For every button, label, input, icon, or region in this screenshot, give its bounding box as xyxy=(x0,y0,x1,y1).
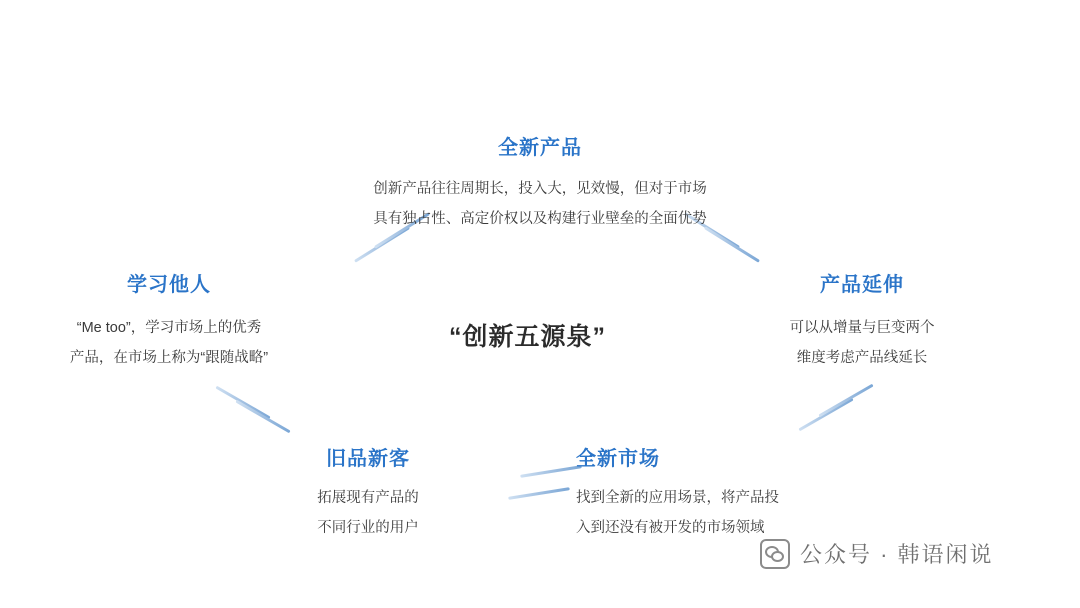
node-learn-others-line-1: “Me too”，学习市场上的优秀 xyxy=(76,320,262,336)
node-product-extension-line-2: 维度考虑产品线延长 xyxy=(796,350,928,366)
wechat-icon xyxy=(760,539,790,569)
node-new-market-title: 全新市场 xyxy=(576,448,660,470)
node-new-product-body xyxy=(348,174,732,234)
node-product-extension-body xyxy=(757,313,967,373)
node-old-product-new-customer-line-1: 拓展现有产品的 xyxy=(317,490,419,506)
node-new-market-body xyxy=(576,483,876,543)
node-old-product-new-customer-line-2: 不同行业的用户 xyxy=(317,520,419,536)
watermark xyxy=(760,538,994,569)
watermark-text: 公众号 · 韩语闲说 xyxy=(800,542,994,567)
node-product-extension-line-1: 可以从增量与巨变两个 xyxy=(789,320,935,336)
node-product-extension xyxy=(757,268,967,373)
node-new-market-line-2: 入到还没有被开发的市场领域 xyxy=(576,520,765,536)
node-new-product-title: 全新产品 xyxy=(498,137,582,159)
node-learn-others-body xyxy=(40,313,298,373)
node-learn-others xyxy=(40,268,298,373)
node-new-product-line-2: 具有独占性、高定价权以及构建行业壁垒的全面优势 xyxy=(373,211,707,227)
node-new-product-line-1: 创新产品往往周期长，投入大，见效慢，但对于市场 xyxy=(373,181,707,197)
node-old-product-new-customer xyxy=(288,442,448,543)
node-product-extension-title: 产品延伸 xyxy=(820,274,904,296)
node-learn-others-line-2: 产品，在市场上称为“跟随战略” xyxy=(69,350,269,366)
node-old-product-new-customer-title: 旧品新客 xyxy=(326,448,410,470)
diagram-center-label: “创新五源泉” xyxy=(449,323,607,351)
node-new-market-line-1: 找到全新的应用场景，将产品投 xyxy=(576,490,779,506)
node-learn-others-title: 学习他人 xyxy=(127,274,211,296)
node-new-product xyxy=(348,131,732,234)
node-old-product-new-customer-body xyxy=(288,483,448,543)
node-new-market xyxy=(576,442,876,543)
